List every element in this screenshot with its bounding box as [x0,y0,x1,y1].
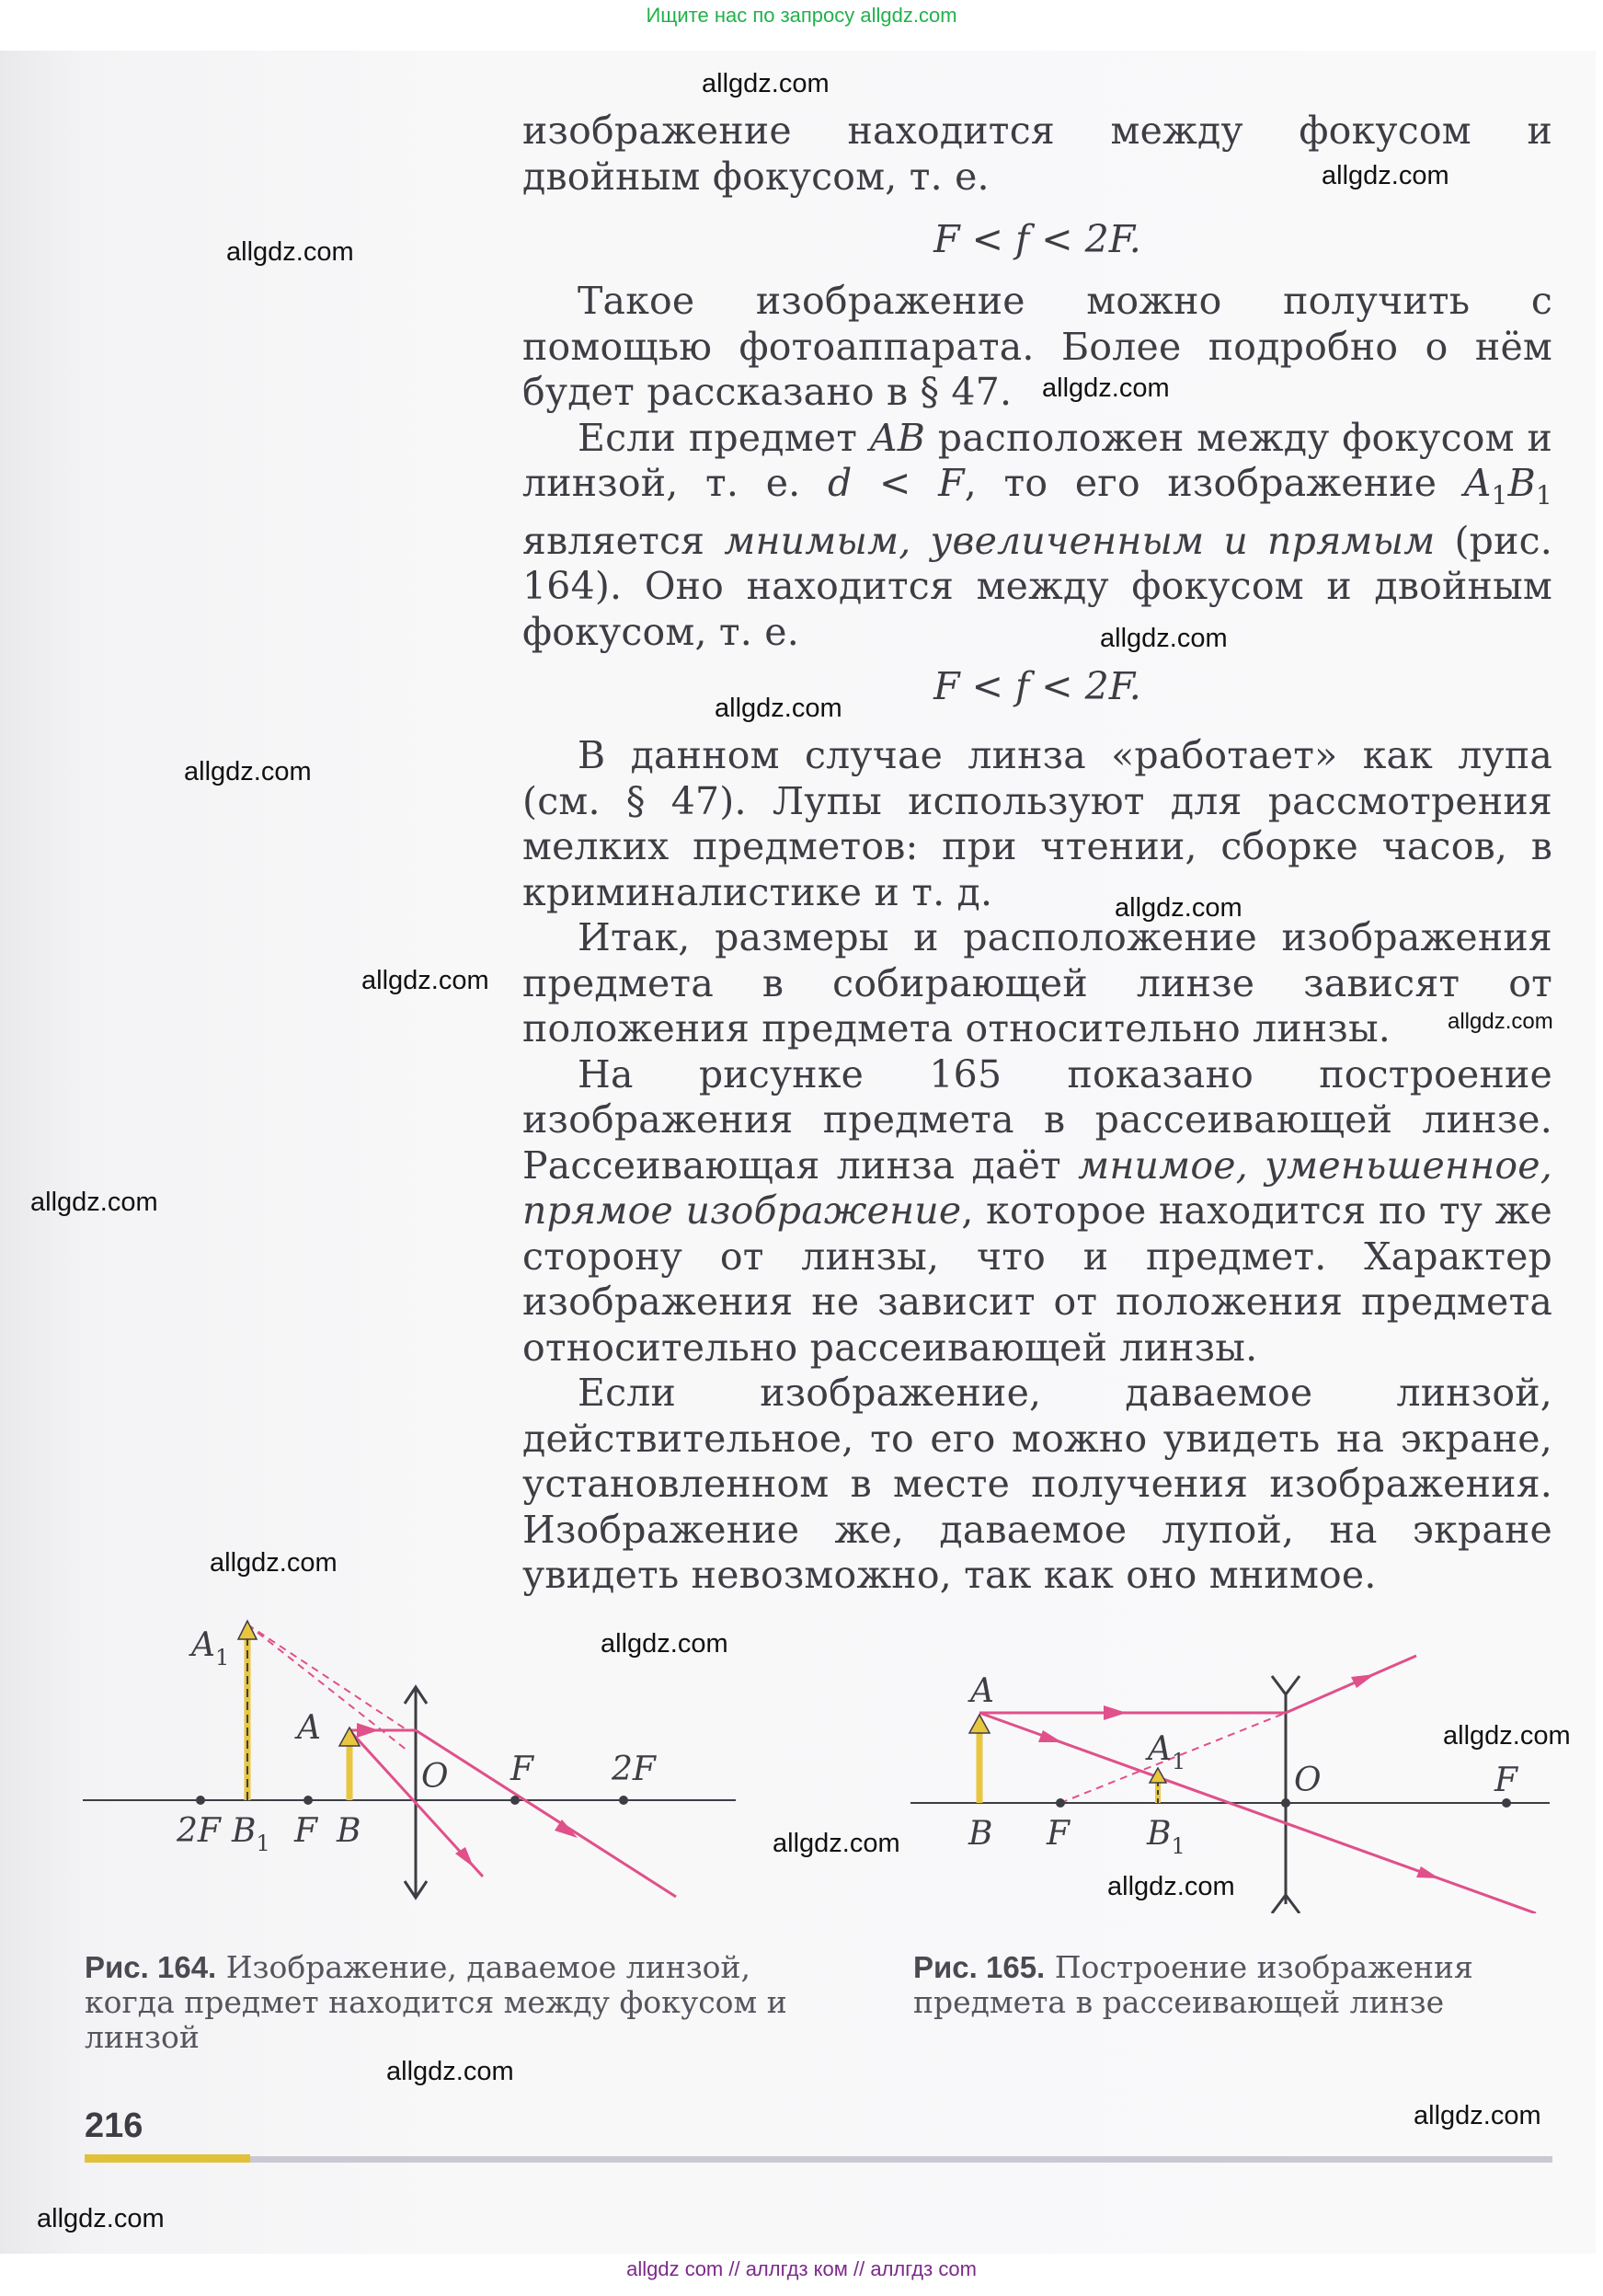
paragraph-7: Если изображение, даваемое линзой, действительное, то его можно увидеть на экране, установленном в месте получения изображения. Изображение же, даваемое лупой, на экране увидеть невозможно, так как оно мнимое. [522,1371,1552,1597]
fig164-label-b1: $B_1$ [232,1812,270,1856]
watermark[interactable]: allgdz.com [601,1629,728,1659]
fig165-label-b: B [968,1815,993,1853]
fig165-point-f-right [1502,1798,1511,1808]
fig165-label-b1: $B_1$ [1147,1815,1185,1859]
fig165-ray-diverged [1286,1656,1416,1713]
formula-2: F < f < 2F. [933,664,1141,708]
fig165-label-f-left: F [1047,1815,1070,1853]
fig164-image-arrow-head [238,1621,257,1639]
fig165-label-a1: $A_1$ [1148,1730,1186,1774]
footer-rule [250,2156,1552,2163]
fig165-ray-arrow-4 [1416,1866,1439,1878]
text-column-bottom [522,733,1552,1599]
fig164-label-o: O [421,1758,449,1796]
footer-accent-bar [85,2154,250,2163]
fig165-ray-arrow-1 [1104,1705,1127,1720]
watermark[interactable]: allgdz.com [1443,1721,1571,1751]
watermark[interactable]: allgdz.com [702,69,830,98]
fig165-ray-arrow-3 [1038,1730,1062,1742]
fig164-caption: Рис. 164. Изображение, даваемое линзой, когда предмет находится между фокусом и линзой [85,1949,787,2055]
bottom-banner[interactable]: allgdz com // аллгдз ком // аллгдз com [626,2257,977,2280]
fig165-point-f-left [1056,1798,1065,1808]
watermark[interactable]: allgdz.com [1115,893,1242,923]
text-column-middle [522,279,1552,655]
watermark[interactable]: allgdz.com [386,2057,514,2086]
watermark[interactable]: allgdz.com [226,237,354,267]
fig165-label-f-right: F [1494,1762,1517,1799]
watermark[interactable]: allgdz.com [773,1829,900,1858]
watermark[interactable]: allgdz.com [1100,624,1228,653]
fig164-label-f-right: F [510,1751,533,1788]
fig164-label-b: B [337,1812,361,1850]
watermark[interactable]: allgdz.com [1042,373,1170,403]
watermark[interactable]: allgdz.com [361,966,489,995]
watermark[interactable]: allgdz.com [1414,2101,1541,2130]
fig165-label-a: A [970,1672,994,1710]
fig164-point-2f-left [196,1796,205,1805]
fig164-point-2f-right [619,1796,628,1805]
fig164-point-f-right [510,1796,520,1805]
formula-1: F < f < 2F. [933,217,1141,261]
fig165-point-o [1281,1798,1290,1808]
fig164-virtual-ray-1 [247,1624,407,1730]
watermark[interactable]: allgdz.com [1448,1009,1553,1034]
fig165-caption: Рис. 165. Построение изображения предмета в рассеивающей линзе [913,1949,1473,2020]
paragraph-3: Если предмет AB расположен между фокусом и линзой, т. е. d < F, то его изображение $A_1B_1$ является мнимым, увеличенным и прямым (рис. 164). Оно находится между фокусом и двойным фокусом, т. е. [522,415,1553,654]
paragraph-4: В данном случае линза «работает» как лупа (см. § 47). Лупы используют для рассмотрения мелких предметов: при чтении, сборке часов, в криминалистике и т. д. [522,733,1552,914]
paragraph-5: Итак, размеры и расположение изображения предмета в собирающей линзе зависят от положения предмета относительно линзы. [522,915,1552,1050]
watermark[interactable]: allgdz.com [1107,1872,1235,1901]
watermark[interactable]: allgdz.com [30,1188,158,1217]
watermark[interactable]: allgdz.com [210,1548,338,1578]
fig164-label-2f-left: 2F [177,1812,221,1850]
fig164-label-a: A [297,1709,321,1747]
fig164-point-f-left [303,1796,313,1805]
watermark[interactable]: allgdz.com [184,757,312,786]
watermark[interactable]: allgdz.com [1322,161,1449,190]
fig165-lens-top [1272,1676,1300,1694]
paragraph-1: изображение находится между фокусом и двойным фокусом, т. е. [522,109,1552,199]
paragraph-6: На рисунке 165 показано построение изображения предмета в рассеивающей линзе. Рассеивающая линза даёт мнимое, уменьшенное, прямое изображение, которое находится по ту же сторону от линзы, что и предмет. Характер изображения не зависит от положения предмета относительно рассеивающей линзы. [522,1051,1553,1370]
fig164-label-f-left: F [294,1812,317,1850]
watermark[interactable]: allgdz.com [37,2204,165,2233]
fig165-ray-arrow-2 [1351,1674,1375,1688]
fig165-label-o: O [1294,1762,1322,1799]
fig165-object-arrow-head [969,1715,990,1733]
paragraph-2: Такое изображение можно получить с помощью фотоаппарата. Более подробно о нём будет рассказано в § 47. [522,279,1552,414]
watermark[interactable]: allgdz.com [715,694,842,723]
fig164-label-a1: $A_1$ [191,1626,230,1670]
fig164-ray-arrow-3 [357,1723,379,1738]
fig164-label-2f-right: 2F [612,1751,656,1788]
page-number: 216 [85,2107,143,2145]
top-banner[interactable]: Ищите нас по запросу allgdz.com [646,4,957,27]
